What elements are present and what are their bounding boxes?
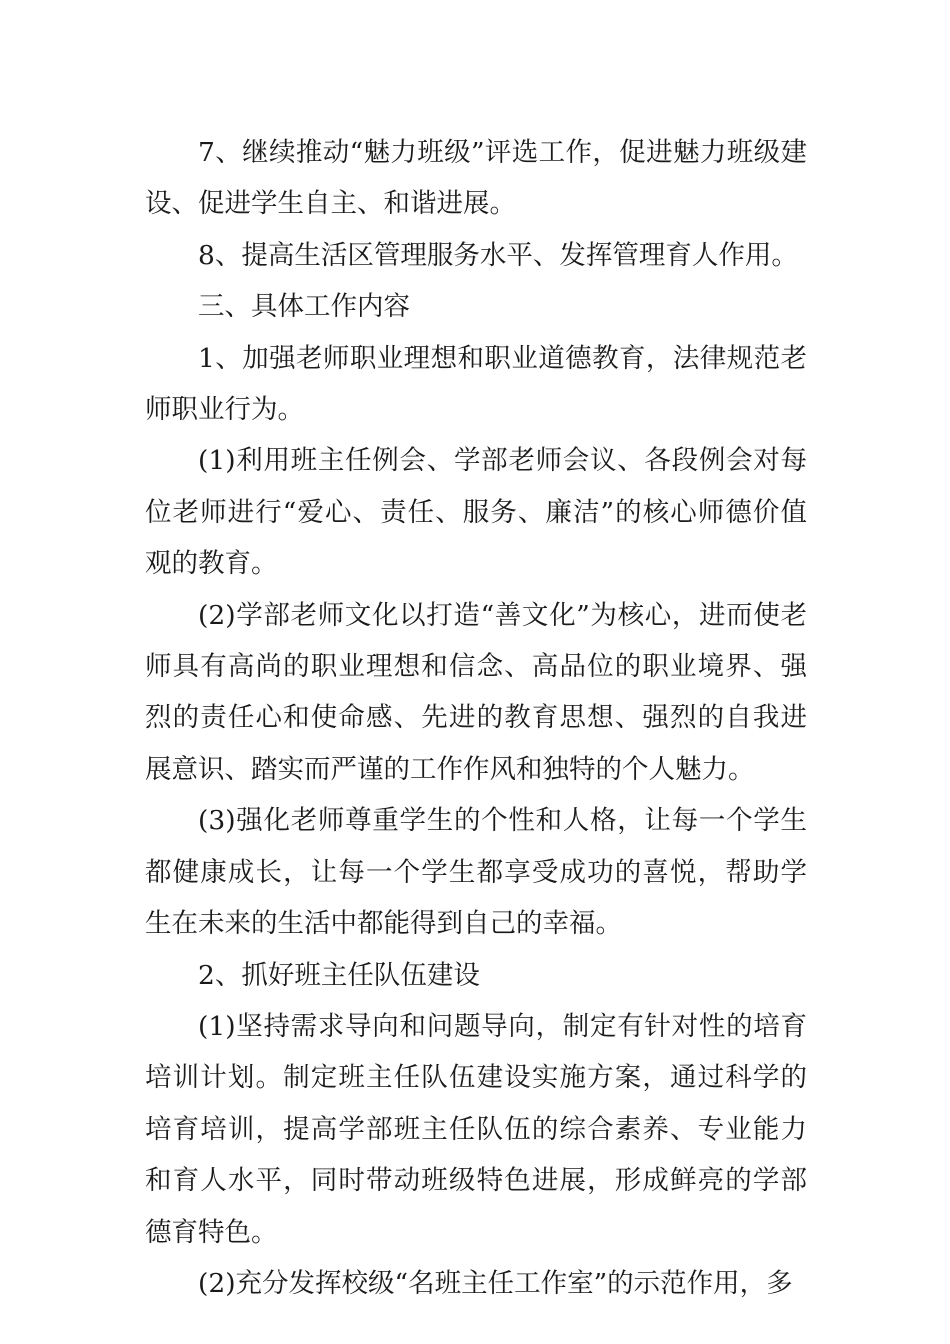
paragraph-sub-2-1: (1)坚持需求导向和问题导向，制定有针对性的培育培训计划。制定班主任队伍建设实施方案，通过科学的培育培训，提高学部班主任队伍的综合素养、专业能力和育人水平，同时带动班级特色进展，形成鲜亮的学部德育特色。 bbox=[145, 1010, 807, 1248]
paragraph-sub-1-3: (3)强化老师尊重学生的个性和人格，让每一个学生都健康成长，让每一个学生都享受成功的喜悦，帮助学生在未来的生活中都能得到自己的幸福。 bbox=[145, 805, 807, 940]
paragraph-point-2: 2、抓好班主任队伍建设 bbox=[198, 959, 480, 991]
paragraph-sub-1-2: (2)学部老师文化以打造“善文化”为核心，进而使老师具有高尚的职业理想和信念、高品位的职业境界、强烈的责任心和使命感、先进的教育思想、强烈的自我进展意识、踏实而严谨的工作作风和独特的个人魅力。 bbox=[145, 599, 807, 785]
paragraph-item-8: 8、提高生活区管理服务水平、发挥管理育人作用。 bbox=[198, 239, 798, 271]
section-heading: 三、具体工作内容 bbox=[198, 291, 410, 323]
paragraph-sub-1-1: (1)利用班主任例会、学部老师会议、各段例会对每位老师进行“爱心、责任、服务、廉洁”的核心师德价值观的教育。 bbox=[145, 445, 807, 580]
paragraph-item-7: 7、继续推动“魅力班级”评选工作，促进魅力班级建设、促进学生自主、和谐进展。 bbox=[145, 137, 807, 220]
document-body bbox=[145, 127, 807, 1309]
paragraph-sub-2-2: (2)充分发挥校级“名班主任工作室”的示范作用，多 bbox=[198, 1267, 793, 1299]
paragraph-point-1: 1、加强老师职业理想和职业道德教育，法律规范老师职业行为。 bbox=[145, 342, 807, 426]
